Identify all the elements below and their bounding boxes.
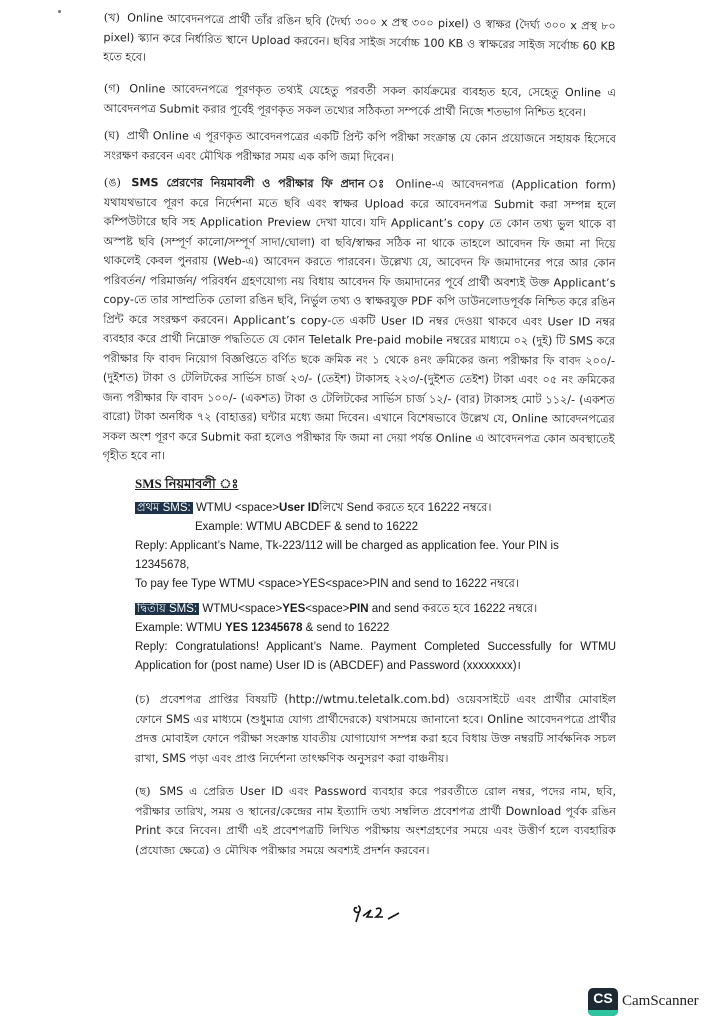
second-sms-block bbox=[135, 600, 616, 676]
command-text: লিখে Send করতে হবে 16222 নম্বরে। bbox=[319, 502, 492, 514]
command-text: WTMU <space> bbox=[195, 502, 280, 514]
paragraph-text: Online আবেদনপত্রে পূরণকৃত তথ্যই যেহেতু পরবর্তী সকল কার্যক্রমের ব্যবহৃত হবে, সেহেতু Online এ আবেদনপত্র Submit করার পূর্বেই পূরণকৃত সকল তথ্যের সঠিকতা সম্পর্কে প্রার্থী নিজে শতভাগ নিশ্চিত হবেন। bbox=[103, 81, 616, 119]
first-sms-block bbox=[135, 499, 616, 594]
command-text: WTMU<space> bbox=[202, 603, 283, 615]
first-sms-command bbox=[135, 499, 616, 518]
camscanner-logo-icon bbox=[588, 988, 618, 1016]
paragraph-kha bbox=[103, 8, 616, 75]
paragraph-chha bbox=[135, 782, 616, 860]
command-user-id: User ID bbox=[279, 502, 320, 514]
paragraph-label: (ঙ) bbox=[103, 175, 121, 189]
paragraph-uma bbox=[102, 173, 616, 468]
second-sms-example bbox=[135, 619, 616, 638]
second-sms-reply: Reply: Congratulations! Applicant’s Name. Payment Completed Successfully for WTMU Application for (post name) User ID is (ABCDEF) and Password (xxxxxxxx)। bbox=[135, 641, 616, 672]
first-sms-reply-cont: To pay fee Type WTMU <space>YES<space>PIN and send to 16222 নম্বরে। bbox=[135, 578, 519, 590]
paragraph-ga bbox=[104, 79, 616, 122]
example-text: & send to 16222 bbox=[302, 622, 390, 634]
signature-area bbox=[135, 900, 616, 960]
paragraph-heading: SMS প্রেরণের নিয়মাবলী ও পরীক্ষার ফি প্রদান ঃ bbox=[131, 175, 389, 190]
command-text: and send করতে হবে 16222 নম্বরে। bbox=[368, 603, 538, 615]
command-text: <space> bbox=[305, 603, 350, 615]
paragraph-text: Online-এ আবেদনপত্র (Application form) যথাযথভাবে পূরণ করে নির্দেশনা মতে ছবি এবং স্বাক্ষর Upload করে আবেদনপত্র Submit করা সম্পন্ন হলে কম্পিউটারে ছবি সহ Application Preview দেখা যাবে। যদি Applicant’s copy তে কোন তথ্য ভুল থাকে বা অস্পষ্ট ছবি (সম্পূর্ণ কালো/সম্পূর্ণ সাদা/ঘোলা) বা ছবি/স্বাক্ষর সঠিক না থাকে তাহলে আবেদন ফি জমা না দিয়ে থাকলেই কেবল পুনরায় (Web-এ) আবেদন করতে পারবেন। উল্লেখ্য যে, আবেদন ফি জমাদানের পরে আর কোন পরিবর্তন/ পরিমার্জন/ পরিবর্ধন গ্রহণযোগ্য নয় বিধায় আবেদন ফি জমাদানের পূর্বে প্রার্থী অবশ্যই উক্ত Applicant’s copy-তে তার সাম্প্রতিক তোলা রঙিন ছবি, নির্ভুল তথ্য ও স্বাক্ষরযুক্ত PDF কপি ডাউনলোডপূর্বক নিশ্চিত করে রঙিন প্রিন্ট করে সংরক্ষণ করবেন। Applicant’s copy-তে একটি User ID নম্বর দেওয়া থাকবে এবং User ID নম্বর ব্যবহার করে প্রার্থী নিম্নোক্ত পদ্ধতিতে যে কোন Teletalk Pre-paid mobile নম্বরের মাধ্যমে ০২ (দুই) টি SMS করে পরীক্ষার ফি বাবদ নিয়োগ বিজ্ঞপ্তিতে বর্ণিত ছকে ক্রমিক নং ১ থেকে ৪নং ক্রমিকের জন্য পরীক্ষার ফি বাবদ ২০০/- (দুইশত) টাকা ও টেলিটকের সার্ভিস চার্জ ২৩/- (তেইশ) টাকাসহ ২২৩/-(দুইশত তেইশ) টাকা এবং ০৫ নং ক্রমিকের জন্য পরীক্ষার ফি বাবদ ১০০/- (একশত) টাকা ও টেলিটকের সার্ভিস চার্জ ১২/- (বার) টাকাসহ মোট ১১২/- (একশত বারো) টাকা অনধিক ৭২ (বাহাত্তর) ঘন্টার মধ্যে জমা দিবেন। এখানে বিশেষভাবে উল্লেখ যে, Online আবেদনপত্রের সকল অংশ পূরণ করে Submit করা হলেও পরীক্ষার ফি জমা না দেয়া পর্যন্ত Online এ আবেদনপত্র কোন অবস্থাতেই গৃহীত হবে না। bbox=[102, 177, 616, 462]
command-pin: PIN bbox=[349, 603, 369, 615]
first-sms-example: Example: WTMU ABCDEF & send to 16222 bbox=[195, 521, 419, 533]
sms-rules-title: SMS নিয়মাবলী ঃ bbox=[135, 476, 239, 491]
second-sms-command bbox=[135, 600, 616, 619]
camscanner-logo-accent bbox=[588, 1010, 618, 1016]
paragraph-text: প্রবেশপত্র প্রাপ্তির বিষয়টি (http://wtmu.teletalk.com.bd) ওয়েবসাইটে এবং প্রার্থীর মোবাইল ফোনে SMS এর মাধ্যমে (শুধুমাত্র যোগ্য প্রার্থীদেরকে) যথাসময়ে জানানো হবে। Online আবেদনপত্রে প্রার্থীর প্রদত্ত মোবাইল ফোনে পরীক্ষা সংক্রান্ত যাবতীয় যোগাযোগ সম্পন্ন করা হবে বিধায় উক্ত নম্বরটি সার্বক্ষনিক সচল রাখা, SMS পড়া এবং প্রাপ্ত নির্দেশনা তাৎক্ষণিক অনুসরণ করা বাঞ্চনীয়। bbox=[135, 693, 616, 765]
first-sms-reply: Reply: Applicant’s Name, Tk-223/112 will be charged as application fee. Your PIN is 12345678, bbox=[135, 540, 559, 571]
paragraph-label: (চ) bbox=[135, 693, 150, 706]
paragraph-cha bbox=[135, 690, 616, 768]
paragraph-text: Online আবেদনপত্রে প্রার্থী তাঁর রঙিন ছবি (দৈর্ঘ্য ৩০০ x প্রস্থ ৩০০ pixel) ও স্বাক্ষর (দৈর্ঘ্য ৩০০ x প্রস্থ ৮০ pixel) স্ক্যান করে নির্ধারিত স্থানে Upload করবেন। ছবির সাইজ সর্বোচ্চ 100 KB ও স্বাক্ষরের সাইজ সর্বোচ্চ 60 KB হতে হবে। bbox=[103, 11, 616, 64]
paragraph-text: প্রার্থী Online এ পূরণকৃত আবেদনপত্রের একটি প্রিন্ট কপি পরীক্ষা সংক্রান্ত যে কোন প্রয়োজনে সহায়ক হিসেবে সংরক্ষণ করবেন এবং মৌখিক পরীক্ষার সময় এক কপি জমা দিবেন। bbox=[103, 128, 616, 164]
camscanner-logo-text: CS bbox=[593, 990, 613, 1006]
paragraph-text: SMS এ প্রেরিত User ID এবং Password ব্যবহার করে পরবর্তীতে রোল নম্বর, পদের নাম, ছবি, পরীক্ষার তারিখ, সময় ও স্থানের/কেন্দ্রের নাম ইত্যাদি তথ্য সম্বলিত প্রবেশপত্র প্রার্থী Download পূর্বক রঙিন Print করে নিবেন। প্রার্থী এই প্রবেশপত্রটি লিখিত পরীক্ষায় অংশগ্রহণের সময়ে এবং উত্তীর্ণ হলে ব্যবহারিক (প্রযোজ্য ক্ষেত্রে) ও মৌখিক পরীক্ষার সময়ে অবশ্যই প্রদর্শন করবেন। bbox=[135, 785, 616, 857]
second-sms-label: দ্বিতীয় SMS: bbox=[137, 603, 198, 615]
paragraph-label: (ছ) bbox=[135, 785, 151, 798]
command-yes: YES bbox=[282, 603, 306, 615]
sms-section bbox=[104, 475, 616, 960]
paragraph-label: (খ) bbox=[103, 10, 121, 25]
example-bold: YES 12345678 bbox=[225, 622, 303, 634]
paragraph-label: (ঘ) bbox=[103, 128, 120, 142]
first-sms-label: প্রথম SMS: bbox=[137, 502, 191, 514]
handwritten-signature bbox=[351, 900, 411, 924]
paragraph-gha bbox=[104, 126, 616, 169]
camscanner-brand: CamScanner bbox=[622, 993, 699, 1009]
paragraph-label: (গ) bbox=[103, 81, 121, 95]
example-text: Example: WTMU bbox=[135, 622, 226, 634]
